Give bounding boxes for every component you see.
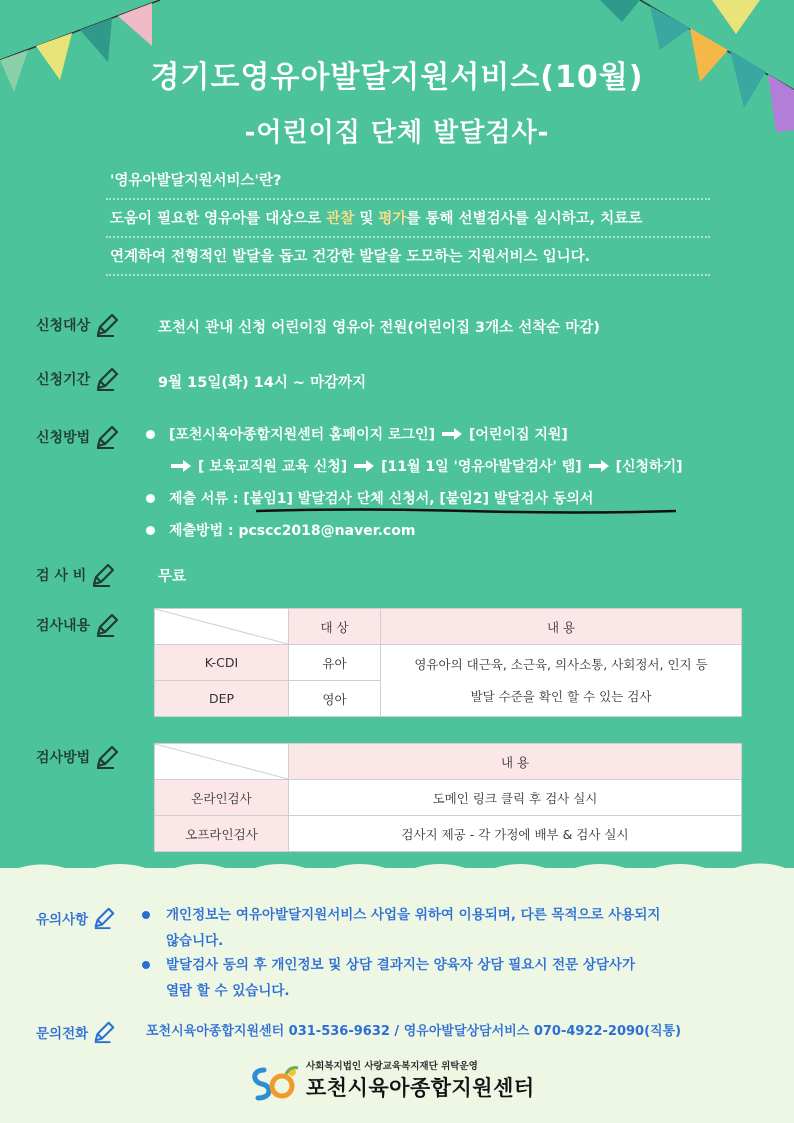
intro-question: '영유아발달지원서비스'란? bbox=[110, 173, 282, 189]
diagonal-cell bbox=[155, 744, 289, 780]
pencil-icon bbox=[94, 612, 120, 638]
period-label bbox=[36, 366, 120, 392]
note-2 bbox=[166, 952, 635, 1004]
footer-org-name: 포천시육아종합지원센터 bbox=[306, 1076, 535, 1100]
period-text: 9월 15일(화) 14시 ~ 마감까지 bbox=[158, 375, 367, 391]
bullet bbox=[146, 430, 155, 439]
intro-block bbox=[106, 170, 710, 276]
bullet bbox=[146, 526, 155, 535]
row-name: 온라인검사 bbox=[155, 780, 289, 816]
approach-label bbox=[36, 744, 120, 770]
intro-line-1 bbox=[106, 170, 710, 200]
method-step-4: [11월 1일 '영유아발달검사' 탭] bbox=[381, 459, 582, 475]
method-step-5: [신청하기] bbox=[615, 459, 683, 475]
col-target-header: 대 상 bbox=[289, 609, 381, 645]
fee-label-text: 검 사 비 bbox=[36, 568, 87, 584]
page-title: 경기도영유아발달지원서비스(10월) bbox=[150, 60, 644, 95]
page-subtitle: -어린이집 단체 발달검사- bbox=[244, 118, 550, 148]
intro-text: 도움이 필요한 영유아를 대상으로 bbox=[110, 211, 327, 227]
target-text: 포천시 관내 신청 어린이집 영유아 전원(어린이집 3개소 선착순 마감) bbox=[158, 320, 600, 336]
note-1-line-2: 않습니다. bbox=[166, 933, 224, 949]
row-name: 오프라인검사 bbox=[155, 816, 289, 852]
fee-label bbox=[36, 562, 116, 588]
row-name: K-CDI bbox=[155, 645, 289, 681]
intro-highlight: 평가 bbox=[378, 211, 407, 227]
row-name: DEP bbox=[155, 681, 289, 717]
intro-text: 및 bbox=[354, 211, 379, 227]
intro-text: 를 통해 선별검사를 실시하고, 치료로 bbox=[406, 211, 643, 227]
approach-table bbox=[154, 743, 742, 852]
intro-text: 연계하여 전형적인 발달을 돕고 건강한 발달을 도모하는 지원서비스 입니다. bbox=[110, 249, 591, 265]
period-label-text: 신청기간 bbox=[36, 372, 91, 388]
method-label bbox=[36, 424, 120, 450]
content-line-1: 영유아의 대근육, 소근육, 의사소통, 사회정서, 인지 등 bbox=[414, 656, 708, 672]
arrow-right-icon bbox=[170, 459, 192, 473]
notes-label-text: 유의사항 bbox=[36, 912, 89, 928]
arrow-right-icon bbox=[588, 459, 610, 473]
footer-operator: 사회복지법인 사랑교육복지재단 위탁운영 bbox=[306, 1061, 478, 1072]
arrow-right-icon bbox=[441, 427, 463, 441]
fee-text: 무료 bbox=[158, 569, 187, 585]
row-target: 유아 bbox=[289, 645, 381, 681]
row-content: 도메인 링크 클릭 후 검사 실시 bbox=[289, 780, 742, 816]
content-description bbox=[381, 645, 742, 717]
row-target: 영아 bbox=[289, 681, 381, 717]
contact-text: 포천시육아종합지원센터 031-536-9632 / 영유아발달상담서비스 070-4922-2090(직통) bbox=[146, 1024, 682, 1039]
method-row-docs bbox=[146, 488, 593, 508]
col-content-header: 내 용 bbox=[381, 609, 742, 645]
target-label bbox=[36, 312, 120, 338]
content-table bbox=[154, 608, 742, 717]
bullet bbox=[146, 494, 155, 503]
note-1-line-1: 개인정보는 여유아발달지원서비스 사업을 위하여 이용되며, 다른 목적으로 사용되지 bbox=[166, 907, 661, 923]
underline-scribble bbox=[256, 507, 676, 515]
target-label-text: 신청대상 bbox=[36, 318, 91, 334]
contact-label-text: 문의전화 bbox=[36, 1026, 89, 1042]
pencil-icon bbox=[92, 1020, 116, 1044]
contact-label bbox=[36, 1020, 116, 1044]
diagonal-cell bbox=[155, 609, 289, 645]
method-step-1: [포천시육아종합지원센터 홈페이지 로그인] bbox=[169, 427, 435, 443]
method-label-text: 신청방법 bbox=[36, 430, 91, 446]
note-2-line-2: 열람 할 수 있습니다. bbox=[166, 983, 290, 999]
intro-highlight: 관찰 bbox=[326, 211, 355, 227]
method-docs: 제출 서류 : [붙임1] 발달검사 단체 신청서, [붙임2] 발달검사 동의서 bbox=[169, 491, 594, 507]
method-row-2 bbox=[170, 456, 683, 476]
method-row-1 bbox=[146, 424, 568, 444]
notes-label bbox=[36, 906, 116, 930]
arrow-right-icon bbox=[353, 459, 375, 473]
logo-icon bbox=[246, 1062, 302, 1102]
content-label bbox=[36, 612, 120, 638]
note-1 bbox=[166, 902, 660, 954]
pencil-icon bbox=[94, 366, 120, 392]
note-bullet bbox=[142, 911, 150, 919]
pencil-icon bbox=[94, 424, 120, 450]
row-content: 검사지 제공 - 각 가정에 배부 & 검사 실시 bbox=[289, 816, 742, 852]
pencil-icon bbox=[92, 906, 116, 930]
content-line-2: 발달 수준을 확인 할 수 있는 검사 bbox=[470, 688, 652, 704]
pencil-icon bbox=[90, 562, 116, 588]
note-bullet bbox=[142, 961, 150, 969]
method-email: 제출방법 : pcscc2018@naver.com bbox=[169, 523, 416, 539]
intro-line-3 bbox=[106, 246, 710, 276]
note-2-line-1: 발달검사 동의 후 개인정보 및 상담 결과지는 양육자 상담 필요시 전문 상담사가 bbox=[166, 957, 636, 973]
method-step-2: [어린이집 지원] bbox=[468, 427, 568, 443]
method-row-email bbox=[146, 520, 415, 540]
intro-line-2 bbox=[106, 208, 710, 238]
approach-label-text: 검사방법 bbox=[36, 750, 91, 766]
col-content-header: 내 용 bbox=[289, 744, 742, 780]
pencil-icon bbox=[94, 744, 120, 770]
content-label-text: 검사내용 bbox=[36, 618, 91, 634]
pencil-icon bbox=[94, 312, 120, 338]
method-step-3: [ 보육교직원 교육 신청] bbox=[198, 459, 348, 475]
